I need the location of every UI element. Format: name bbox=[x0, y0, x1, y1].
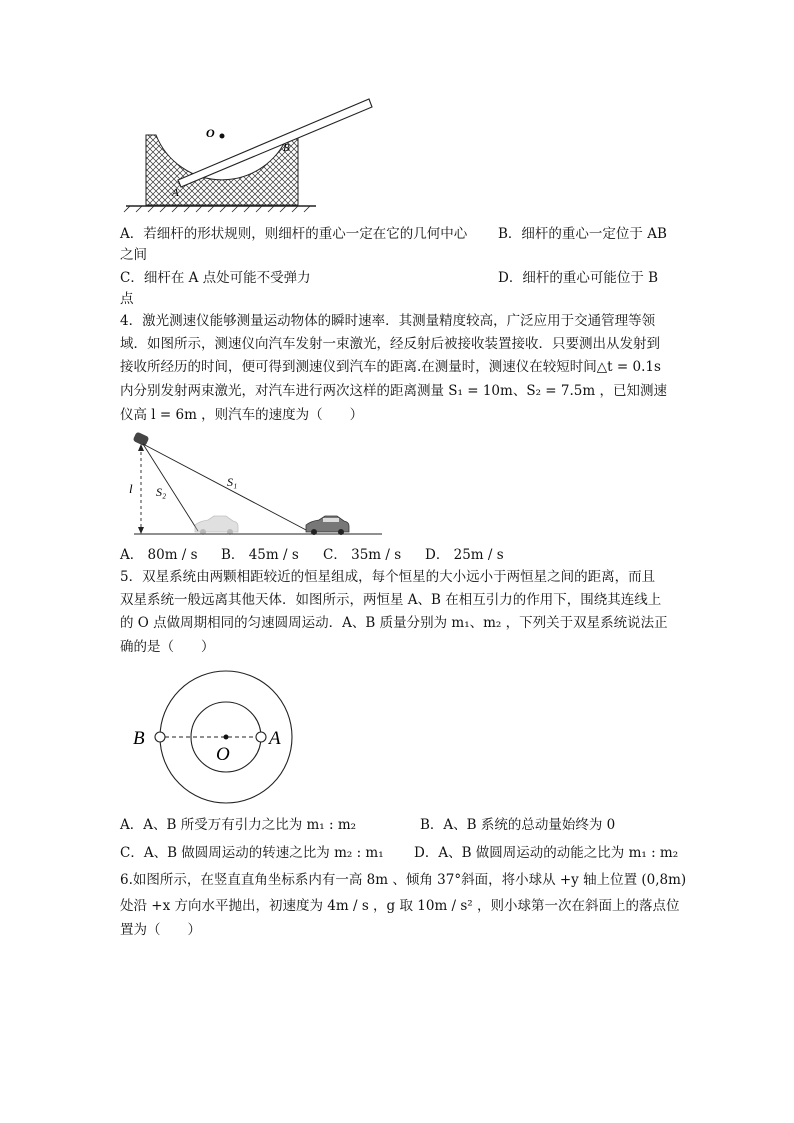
ground-hatch bbox=[124, 206, 310, 212]
q4-line-3: 接收所经历的时间，便可得到测速仪到汽车的距离.在测量时，测速仪在较短时间△t = 0.1s bbox=[120, 359, 661, 375]
beam-s2 bbox=[143, 444, 198, 531]
q3-option-d[interactable]: D．细杆的重心可能位于 B bbox=[498, 270, 659, 286]
label-o: O bbox=[216, 744, 230, 765]
car-faded bbox=[195, 516, 238, 535]
label-a: A bbox=[269, 728, 281, 749]
star-a bbox=[256, 732, 266, 742]
center-point-o bbox=[220, 134, 225, 139]
label-a: A bbox=[172, 187, 179, 199]
q4-option-a[interactable]: A． 80m / s bbox=[120, 547, 198, 563]
q4-line-2: 域．如图所示，测速仪向汽车发射一束激光，经反射后被接收装置接收．只要测出从发射到 bbox=[120, 336, 660, 352]
q5-line-2: 双星系统一般远离其他天体．如图所示，两恒星 A、B 在相互引力的作用下，围绕其连线上 bbox=[120, 592, 662, 608]
q3-option-a[interactable]: A．若细杆的形状规则，则细杆的重心一定在它的几何中心 bbox=[120, 226, 468, 242]
q4-line-4: 内分别发射两束激光，对汽车进行两次这样的距离测量 S₁ = 10m、S₂ = 7.5m ，已知测速 bbox=[120, 383, 667, 399]
q4-option-d[interactable]: D． 25m / s bbox=[425, 547, 504, 563]
q3-option-d-cont: 点 bbox=[120, 291, 134, 307]
bowl-rod-figure bbox=[120, 95, 380, 220]
q4-line-1: 4．激光测速仪能够测量运动物体的瞬时速率．其测量精度较高，广泛应用于交通管理等领 bbox=[120, 313, 656, 329]
q3-option-b[interactable]: B．细杆的重心一定位于 AB bbox=[498, 226, 667, 242]
label-b: B bbox=[283, 142, 290, 154]
label-s1: S₁ bbox=[227, 475, 238, 489]
q5-option-c[interactable]: C．A、B 做圆周运动的转速之比为 m₂ : m₁ bbox=[120, 845, 384, 861]
q6-line-3: 置为（ ） bbox=[120, 922, 201, 938]
q5-option-d[interactable]: D．A、B 做圆周运动的动能之比为 m₁ : m₂ bbox=[414, 845, 679, 861]
center-o bbox=[224, 735, 229, 740]
q5-option-b[interactable]: B．A、B 系统的总动量始终为 0 bbox=[420, 817, 616, 833]
q5-line-3: 的 O 点做周期相同的匀速圆周运动．A、B 质量分别为 m₁、m₂ ，下列关于双星系统说法正 bbox=[120, 615, 668, 631]
q5-option-a[interactable]: A．A、B 所受万有引力之比为 m₁ : m₂ bbox=[120, 817, 357, 833]
laser-speed-figure bbox=[120, 430, 390, 540]
car bbox=[306, 516, 349, 535]
label-s2: S₂ bbox=[156, 485, 167, 499]
q6-line-2: 处沿 +x 方向水平抛出，初速度为 4m / s ，g 取 10m / s² ，则小球第一次在斜面上的落点位 bbox=[120, 898, 680, 914]
binary-star-figure bbox=[128, 664, 308, 814]
q4-option-b[interactable]: B． 45m / s bbox=[221, 547, 299, 563]
q3-option-c[interactable]: C．细杆在 A 点处可能不受弹力 bbox=[120, 270, 311, 286]
q6-line-1: 6.如图所示，在竖直直角坐标系内有一高 8m 、倾角 37°斜面，将小球从 +y 轴上位置 (0,8m) bbox=[120, 872, 687, 888]
label-o: O bbox=[206, 126, 215, 140]
q4-option-c[interactable]: C． 35m / s bbox=[323, 547, 402, 563]
q3-option-b-cont: 之间 bbox=[120, 247, 147, 263]
label-b: B bbox=[133, 728, 145, 749]
q5-line-1: 5．双星系统由两颗相距较近的恒星组成，每个恒星的大小远小于两恒星之间的距离，而且 bbox=[120, 569, 656, 585]
q4-line-5: 仪高 l = 6m ，则汽车的速度为（ ） bbox=[120, 407, 364, 423]
q5-line-4: 确的是（ ） bbox=[120, 639, 215, 655]
label-l: l bbox=[129, 481, 133, 496]
star-b bbox=[155, 732, 165, 742]
